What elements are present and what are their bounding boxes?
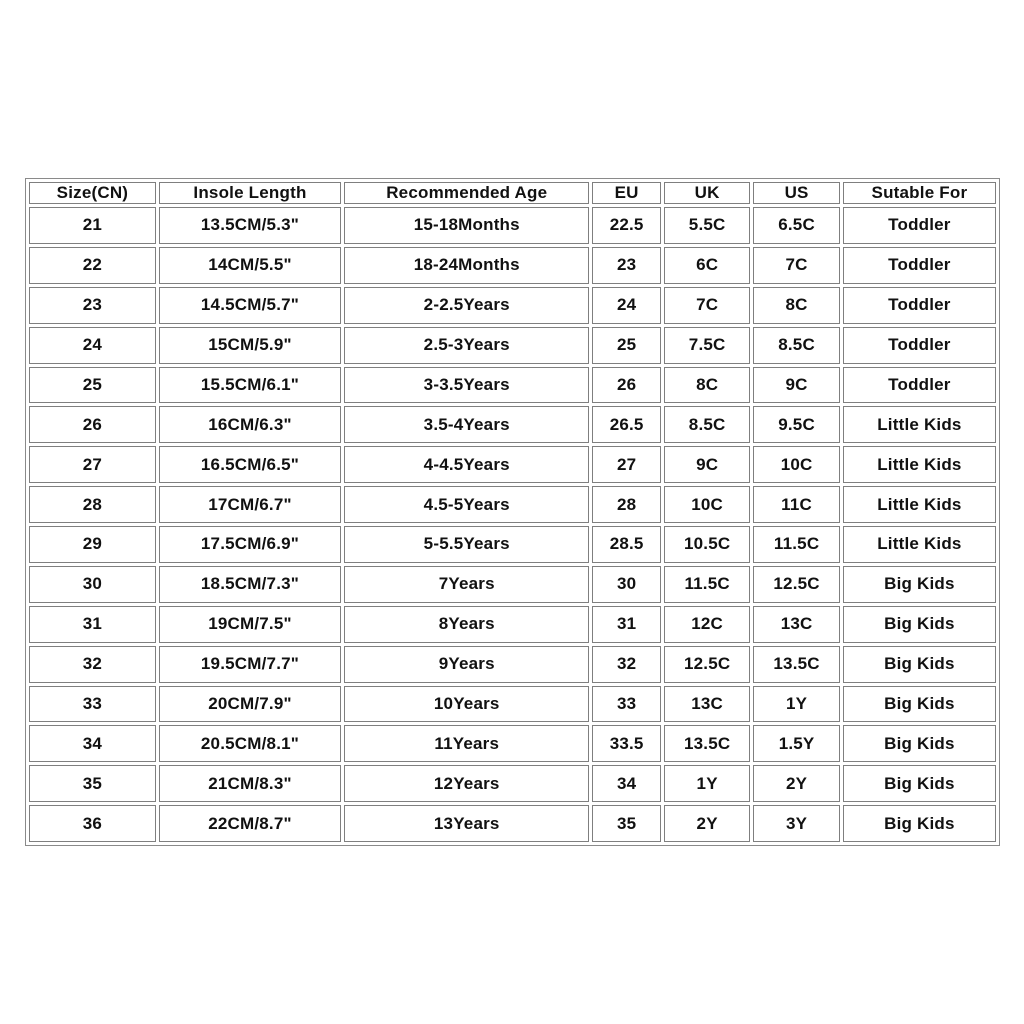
header-us: US	[753, 182, 839, 204]
uk-cell: 2Y	[664, 805, 750, 842]
us-cell: 9.5C	[753, 406, 839, 443]
size-cn-cell: 34	[29, 725, 156, 762]
header-eu: EU	[592, 182, 661, 204]
table-row	[29, 367, 996, 404]
recommended-age-cell: 7Years	[344, 566, 589, 603]
us-cell: 7C	[753, 247, 839, 284]
size-cn-cell: 28	[29, 486, 156, 523]
suitable-for-cell: Big Kids	[843, 765, 996, 802]
table-row	[29, 287, 996, 324]
header-row	[29, 182, 996, 204]
size-chart-table	[26, 179, 999, 845]
uk-cell: 1Y	[664, 765, 750, 802]
recommended-age-cell: 10Years	[344, 686, 589, 723]
size-cn-cell: 31	[29, 606, 156, 643]
table-row	[29, 606, 996, 643]
us-cell: 12.5C	[753, 566, 839, 603]
recommended-age-cell: 13Years	[344, 805, 589, 842]
table-row	[29, 526, 996, 563]
insole-length-cell: 20CM/7.9"	[159, 686, 341, 723]
suitable-for-cell: Little Kids	[843, 406, 996, 443]
insole-length-cell: 19.5CM/7.7"	[159, 646, 341, 683]
suitable-for-cell: Big Kids	[843, 686, 996, 723]
header-insole-length: Insole Length	[159, 182, 341, 204]
suitable-for-cell: Big Kids	[843, 725, 996, 762]
size-rows	[29, 207, 996, 842]
table-row	[29, 207, 996, 244]
size-cn-cell: 23	[29, 287, 156, 324]
uk-cell: 8.5C	[664, 406, 750, 443]
us-cell: 8C	[753, 287, 839, 324]
eu-cell: 33.5	[592, 725, 661, 762]
suitable-for-cell: Little Kids	[843, 526, 996, 563]
insole-length-cell: 17.5CM/6.9"	[159, 526, 341, 563]
suitable-for-cell: Toddler	[843, 247, 996, 284]
size-cn-cell: 29	[29, 526, 156, 563]
us-cell: 11.5C	[753, 526, 839, 563]
suitable-for-cell: Big Kids	[843, 566, 996, 603]
insole-length-cell: 16.5CM/6.5"	[159, 446, 341, 483]
us-cell: 9C	[753, 367, 839, 404]
insole-length-cell: 21CM/8.3"	[159, 765, 341, 802]
table-row	[29, 327, 996, 364]
us-cell: 1Y	[753, 686, 839, 723]
insole-length-cell: 22CM/8.7"	[159, 805, 341, 842]
recommended-age-cell: 5-5.5Years	[344, 526, 589, 563]
uk-cell: 7.5C	[664, 327, 750, 364]
eu-cell: 35	[592, 805, 661, 842]
recommended-age-cell: 3-3.5Years	[344, 367, 589, 404]
us-cell: 1.5Y	[753, 725, 839, 762]
recommended-age-cell: 8Years	[344, 606, 589, 643]
recommended-age-cell: 3.5-4Years	[344, 406, 589, 443]
us-cell: 11C	[753, 486, 839, 523]
us-cell: 3Y	[753, 805, 839, 842]
eu-cell: 26	[592, 367, 661, 404]
size-cn-cell: 36	[29, 805, 156, 842]
eu-cell: 33	[592, 686, 661, 723]
uk-cell: 11.5C	[664, 566, 750, 603]
insole-length-cell: 13.5CM/5.3"	[159, 207, 341, 244]
recommended-age-cell: 18-24Months	[344, 247, 589, 284]
table-row	[29, 805, 996, 842]
size-cn-cell: 21	[29, 207, 156, 244]
insole-length-cell: 15CM/5.9"	[159, 327, 341, 364]
uk-cell: 7C	[664, 287, 750, 324]
recommended-age-cell: 9Years	[344, 646, 589, 683]
uk-cell: 8C	[664, 367, 750, 404]
table-row	[29, 765, 996, 802]
table-row	[29, 686, 996, 723]
eu-cell: 25	[592, 327, 661, 364]
table-row	[29, 725, 996, 762]
suitable-for-cell: Big Kids	[843, 646, 996, 683]
size-cn-cell: 22	[29, 247, 156, 284]
suitable-for-cell: Big Kids	[843, 606, 996, 643]
suitable-for-cell: Toddler	[843, 287, 996, 324]
suitable-for-cell: Little Kids	[843, 446, 996, 483]
eu-cell: 31	[592, 606, 661, 643]
recommended-age-cell: 4.5-5Years	[344, 486, 589, 523]
size-cn-cell: 25	[29, 367, 156, 404]
size-cn-cell: 26	[29, 406, 156, 443]
size-cn-cell: 32	[29, 646, 156, 683]
insole-length-cell: 14.5CM/5.7"	[159, 287, 341, 324]
insole-length-cell: 20.5CM/8.1"	[159, 725, 341, 762]
recommended-age-cell: 2-2.5Years	[344, 287, 589, 324]
recommended-age-cell: 12Years	[344, 765, 589, 802]
uk-cell: 5.5C	[664, 207, 750, 244]
uk-cell: 13C	[664, 686, 750, 723]
eu-cell: 22.5	[592, 207, 661, 244]
us-cell: 13.5C	[753, 646, 839, 683]
suitable-for-cell: Little Kids	[843, 486, 996, 523]
table-row	[29, 646, 996, 683]
recommended-age-cell: 11Years	[344, 725, 589, 762]
us-cell: 13C	[753, 606, 839, 643]
eu-cell: 28	[592, 486, 661, 523]
uk-cell: 10.5C	[664, 526, 750, 563]
uk-cell: 6C	[664, 247, 750, 284]
us-cell: 6.5C	[753, 207, 839, 244]
size-chart	[25, 178, 1000, 846]
us-cell: 10C	[753, 446, 839, 483]
header-uk: UK	[664, 182, 750, 204]
table-row	[29, 247, 996, 284]
table-row	[29, 486, 996, 523]
insole-length-cell: 15.5CM/6.1"	[159, 367, 341, 404]
suitable-for-cell: Toddler	[843, 367, 996, 404]
uk-cell: 10C	[664, 486, 750, 523]
size-cn-cell: 30	[29, 566, 156, 603]
uk-cell: 9C	[664, 446, 750, 483]
table-row	[29, 566, 996, 603]
us-cell: 8.5C	[753, 327, 839, 364]
suitable-for-cell: Toddler	[843, 327, 996, 364]
size-cn-cell: 35	[29, 765, 156, 802]
table-row	[29, 406, 996, 443]
uk-cell: 12.5C	[664, 646, 750, 683]
eu-cell: 28.5	[592, 526, 661, 563]
size-cn-cell: 24	[29, 327, 156, 364]
recommended-age-cell: 4-4.5Years	[344, 446, 589, 483]
uk-cell: 12C	[664, 606, 750, 643]
suitable-for-cell: Big Kids	[843, 805, 996, 842]
insole-length-cell: 17CM/6.7"	[159, 486, 341, 523]
eu-cell: 34	[592, 765, 661, 802]
uk-cell: 13.5C	[664, 725, 750, 762]
insole-length-cell: 16CM/6.3"	[159, 406, 341, 443]
eu-cell: 32	[592, 646, 661, 683]
eu-cell: 24	[592, 287, 661, 324]
insole-length-cell: 14CM/5.5"	[159, 247, 341, 284]
eu-cell: 27	[592, 446, 661, 483]
size-cn-cell: 27	[29, 446, 156, 483]
recommended-age-cell: 2.5-3Years	[344, 327, 589, 364]
eu-cell: 23	[592, 247, 661, 284]
suitable-for-cell: Toddler	[843, 207, 996, 244]
eu-cell: 30	[592, 566, 661, 603]
header-size-cn: Size(CN)	[29, 182, 156, 204]
insole-length-cell: 19CM/7.5"	[159, 606, 341, 643]
us-cell: 2Y	[753, 765, 839, 802]
size-cn-cell: 33	[29, 686, 156, 723]
header-suitable-for: Sutable For	[843, 182, 996, 204]
insole-length-cell: 18.5CM/7.3"	[159, 566, 341, 603]
recommended-age-cell: 15-18Months	[344, 207, 589, 244]
eu-cell: 26.5	[592, 406, 661, 443]
table-row	[29, 446, 996, 483]
header-recommended-age: Recommended Age	[344, 182, 589, 204]
